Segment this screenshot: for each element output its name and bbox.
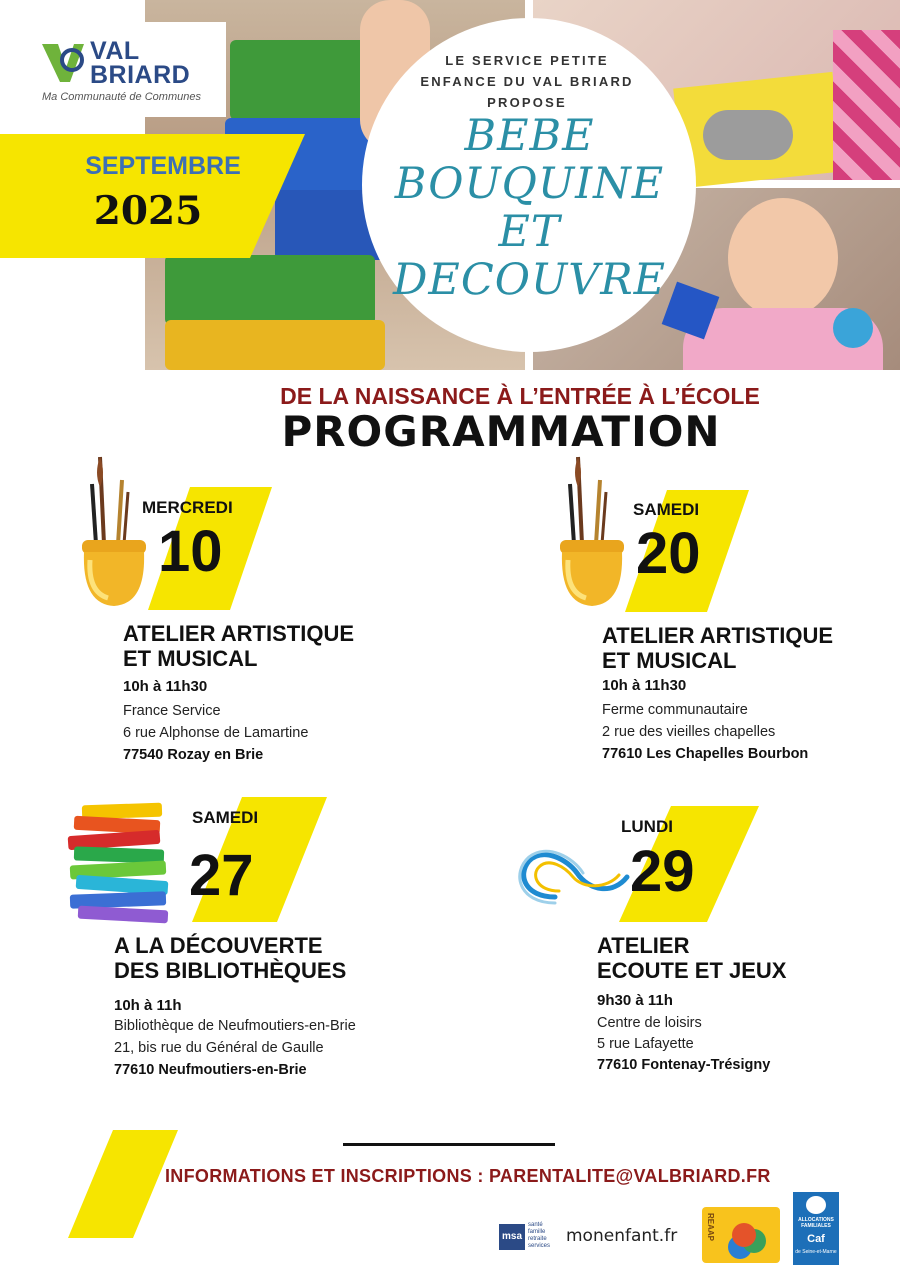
- intro-text: LE SERVICE PETITE ENFANCE DU VAL BRIARD PROPOSE: [420, 53, 634, 110]
- event-title-line: BEBE: [464, 111, 595, 161]
- event-address: 2 rue des vieilles chapelles: [602, 724, 776, 740]
- caf-logo-text: Caf: [807, 1233, 825, 1245]
- caf-logo-heading: ALLOCATIONS FAMILIALES: [798, 1217, 834, 1229]
- event-title: [123, 621, 354, 671]
- brand-line-2: BRIARD: [90, 61, 191, 89]
- val-briard-logo-icon: [38, 38, 86, 86]
- event-title-line: BOUQUINE: [394, 159, 665, 209]
- event-day-label: MERCREDI: [142, 498, 233, 517]
- event-day-label: LUNDI: [621, 817, 673, 836]
- date-month: SEPTEMBRE: [85, 152, 241, 180]
- footer-highlight-shape: [68, 1130, 178, 1238]
- event-title-line: ATELIER: [597, 933, 690, 958]
- paint-pot-icon: [78, 452, 150, 612]
- msa-logo-line: retraite: [528, 1236, 547, 1242]
- monenfant-logo: monenfant.fr: [566, 1226, 678, 1246]
- event-venue: Centre de loisirs: [597, 1015, 702, 1031]
- event-city: 77610 Fontenay-Trésigny: [597, 1057, 771, 1073]
- event-day-number: 27: [189, 843, 254, 908]
- event-time: 10h à 11h30: [123, 678, 208, 695]
- msa-logo-line: famille: [528, 1229, 546, 1235]
- contact-info: [165, 1166, 771, 1187]
- msa-logo-line: services: [528, 1243, 551, 1249]
- msa-logo-mark: msa: [499, 1224, 525, 1250]
- msa-logo-line: santé: [528, 1222, 543, 1228]
- event-time: 10h à 11h30: [602, 677, 687, 694]
- event-title: [392, 112, 667, 304]
- event-title: [597, 933, 786, 983]
- caf-logo: [793, 1192, 839, 1265]
- event-address: 21, bis rue du Général de Gaulle: [114, 1040, 324, 1056]
- event-title-line: DES BIBLIOTHÈQUES: [114, 958, 347, 983]
- sound-wave-icon: [515, 845, 635, 907]
- age-range-subheading: DE LA NAISSANCE À L’ENTRÉE À L’ÉCOLE: [280, 383, 760, 409]
- brand-line-1: VAL: [90, 37, 140, 65]
- msa-logo: [499, 1222, 561, 1254]
- event-city: 77610 Les Chapelles Bourbon: [602, 746, 809, 762]
- event-city: 77610 Neufmoutiers-en-Brie: [114, 1062, 307, 1078]
- event-city: 77540 Rozay en Brie: [123, 747, 264, 763]
- event-address: 5 rue Lafayette: [597, 1036, 694, 1052]
- event-title-line: ET MUSICAL: [602, 648, 737, 673]
- event-title-line: ATELIER ARTISTIQUE: [602, 623, 833, 648]
- event-title-line: A LA DÉCOUVERTE: [114, 933, 323, 958]
- event-title-line: ECOUTE ET JEUX: [597, 958, 787, 983]
- event-venue: Bibliothèque de Neufmoutiers-en-Brie: [114, 1018, 356, 1034]
- paint-pot-icon: [556, 452, 628, 612]
- event-title-line: ATELIER ARTISTIQUE: [123, 621, 354, 646]
- event-day-number: 29: [630, 839, 695, 904]
- event-time: 9h30 à 11h: [597, 992, 673, 1009]
- reaap-logo-figures: [732, 1223, 756, 1247]
- footer-divider: [343, 1143, 555, 1146]
- event-address: 6 rue Alphonse de Lamartine: [123, 725, 309, 741]
- event-day-label: SAMEDI: [633, 500, 700, 519]
- books-stack-icon: [64, 800, 179, 925]
- reaap-logo: [702, 1207, 780, 1263]
- event-time: 10h à 11h: [114, 997, 182, 1014]
- caf-logo-subtext: de Seine-et-Marne: [795, 1249, 837, 1255]
- event-day-number: 10: [158, 519, 223, 584]
- event-title: [114, 933, 346, 983]
- event-venue: France Service: [123, 703, 221, 719]
- programme-heading: PROGRAMMATION: [281, 407, 721, 456]
- reaap-logo-text: REAAP: [706, 1213, 715, 1242]
- event-title-line: ET MUSICAL: [123, 646, 258, 671]
- brand-tagline: Ma Communauté de Communes: [42, 91, 201, 103]
- event-title-line: ET: [498, 207, 561, 257]
- msa-logo-text: [528, 1222, 550, 1250]
- event-venue: Ferme communautaire: [602, 702, 748, 718]
- event-title: [602, 623, 833, 673]
- event-day-number: 20: [636, 521, 701, 586]
- event-day-label: SAMEDI: [192, 808, 259, 827]
- caf-logo-emblem: [806, 1196, 826, 1214]
- date-year: 2025: [93, 188, 203, 234]
- contact-email-link[interactable]: INFORMATIONS ET INSCRIPTIONS : PARENTALITE@VALBRIARD.FR: [165, 1166, 771, 1186]
- event-title-line: DECOUVRE: [392, 255, 667, 305]
